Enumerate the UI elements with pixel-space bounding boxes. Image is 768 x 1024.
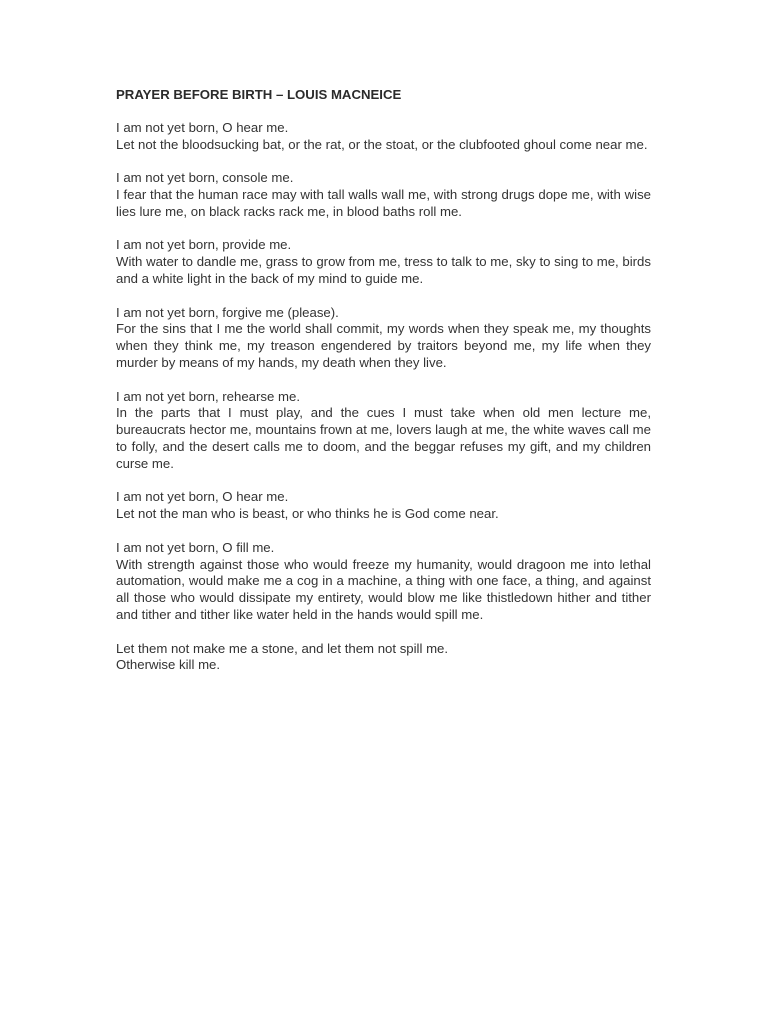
stanza-2 <box>116 170 651 220</box>
stanza-body: Otherwise kill me. <box>116 657 221 673</box>
stanza-first-line: I am not yet born, console me. <box>116 170 294 186</box>
stanza-first-line: I am not yet born, rehearse me. <box>116 388 300 404</box>
stanza-first-line: I am not yet born, O fill me. <box>116 539 275 555</box>
poem-content <box>116 87 651 691</box>
stanza-first-line: I am not yet born, O hear me. <box>116 489 289 505</box>
stanza-1 <box>116 120 651 154</box>
stanza-body: For the sins that I me the world shall commit, my words when they speak me, my thoughts when they think me, my treason engendered by traitors beyond me, my life when they murder by means of my hands, my death when they live. <box>116 321 651 370</box>
stanza-first-line: I am not yet born, forgive me (please). <box>116 304 339 320</box>
stanza-body: Let not the bloodsucking bat, or the rat, or the stoat, or the clubfooted ghoul come near me. <box>116 136 648 152</box>
stanza-6 <box>116 489 651 523</box>
stanza-5 <box>116 389 651 473</box>
stanza-body: With strength against those who would freeze my humanity, would dragoon me into lethal automation, would make me a cog in a machine, a thing with one face, a thing, and against all those who would dissipate my entirety, would blow me like thistledown hither and tither and tither and tither like water held in the hands would spill me. <box>116 556 651 622</box>
stanza-body: I fear that the human race may with tall walls wall me, with strong drugs dope me, with wise lies lure me, on black racks rack me, in blood baths roll me. <box>116 186 651 219</box>
stanza-first-line: I am not yet born, O hear me. <box>116 119 289 135</box>
stanza-body: Let not the man who is beast, or who thinks he is God come near. <box>116 506 499 522</box>
stanza-7 <box>116 540 651 624</box>
stanza-body: In the parts that I must play, and the cues I must take when old men lecture me, bureaucrats hector me, mountains frown at me, lovers laugh at me, the white waves call me to folly, and the desert calls me to doom, and the beggar refuses my gift, and my children curse me. <box>116 405 651 471</box>
stanza-8 <box>116 641 651 675</box>
stanza-3 <box>116 237 651 287</box>
stanza-body: With water to dandle me, grass to grow from me, tress to talk to me, sky to sing to me, birds and a white light in the back of my mind to guide me. <box>116 254 651 286</box>
stanza-4 <box>116 305 651 372</box>
stanza-first-line: I am not yet born, provide me. <box>116 237 292 253</box>
stanza-first-line: Let them not make me a stone, and let them not spill me. <box>116 640 449 656</box>
poem-title: PRAYER BEFORE BIRTH – LOUIS MACNEICE <box>116 87 402 102</box>
